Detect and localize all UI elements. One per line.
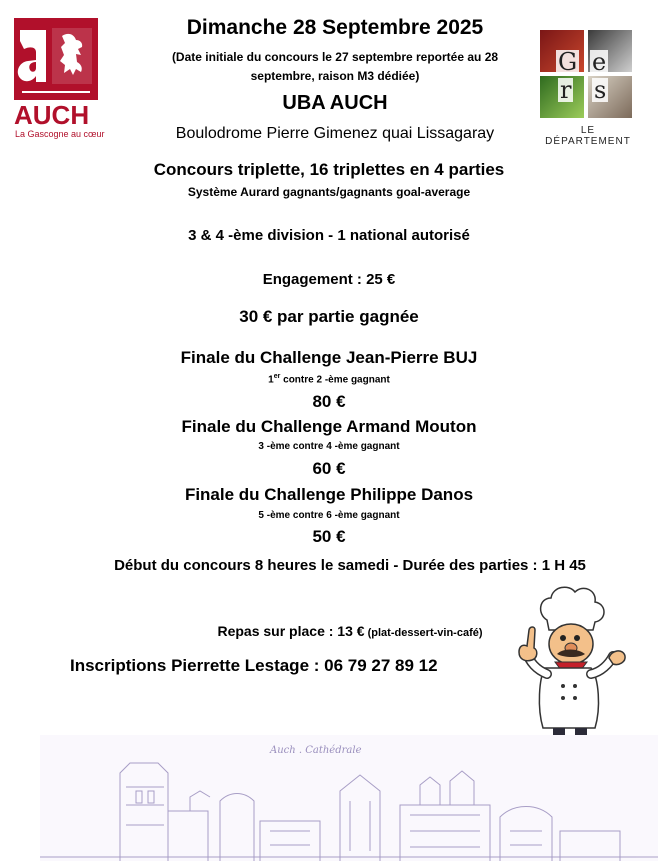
final-subtitle: 3 -ème contre 4 -ème gagnant [258, 441, 400, 452]
gers-letter: s [594, 76, 607, 104]
gers-caption: LE DÉPARTEMENT [545, 125, 631, 147]
final-title: Finale du Challenge Philippe Danos [184, 485, 474, 504]
chef-illustration-icon [505, 582, 630, 754]
final-subtitle: 5 -ème contre 6 -ème gagnant [258, 510, 400, 521]
registration-contact: Inscriptions Pierrette Lestage : 06 79 27 89 12 [70, 656, 438, 675]
event-date-title: Dimanche 28 Septembre 2025 [186, 16, 484, 39]
auch-emblem-icon [14, 18, 98, 100]
division-info: 3 & 4 -ème division - 1 national autorisé [188, 227, 470, 244]
final-prize: 80 € [312, 392, 346, 411]
auch-logo [14, 18, 105, 139]
final-title: Finale du Challenge Jean-Pierre BUJ [180, 348, 478, 367]
club-name: UBA AUCH [282, 92, 388, 114]
gers-letter: G [558, 48, 578, 76]
postponement-note-line1: (Date initiale du concours le 27 septembre reportée au 28 [171, 50, 499, 64]
final-subtitle: 1er contre 2 -ème gagnant [268, 373, 390, 386]
auch-wordmark: AUCH [14, 100, 90, 130]
auch-tagline: La Gascogne au cœur [15, 129, 105, 139]
cathedral-sketch-icon [40, 735, 658, 861]
final-title: Finale du Challenge Armand Mouton [181, 417, 477, 436]
postponement-note-line2: septembre, raison M3 dédiée) [250, 69, 420, 83]
contest-system: Système Aurard gagnants/gagnants goal-average [187, 185, 471, 199]
schedule-info: Début du concours 8 heures le samedi - Durée des parties : 1 H 45 [114, 557, 586, 574]
gers-letter: e [592, 48, 607, 76]
contest-title: Concours triplette, 16 triplettes en 4 parties [153, 160, 505, 179]
meal-detail: (plat-dessert-vin-café) [364, 627, 483, 639]
final-prize: 60 € [312, 459, 346, 478]
gers-letter: r [560, 76, 572, 104]
sketch-caption: Auch . Cathédrale [270, 745, 362, 756]
entry-fee: Engagement : 25 € [262, 271, 396, 288]
meal-label: Repas sur place : 13 € [217, 623, 365, 639]
final-prize: 50 € [312, 527, 346, 546]
gers-department-logo [540, 30, 636, 147]
venue: Boulodrome Pierre Gimenez quai Lissagaray [175, 125, 495, 142]
prize-per-win: 30 € par partie gagnée [239, 307, 419, 326]
